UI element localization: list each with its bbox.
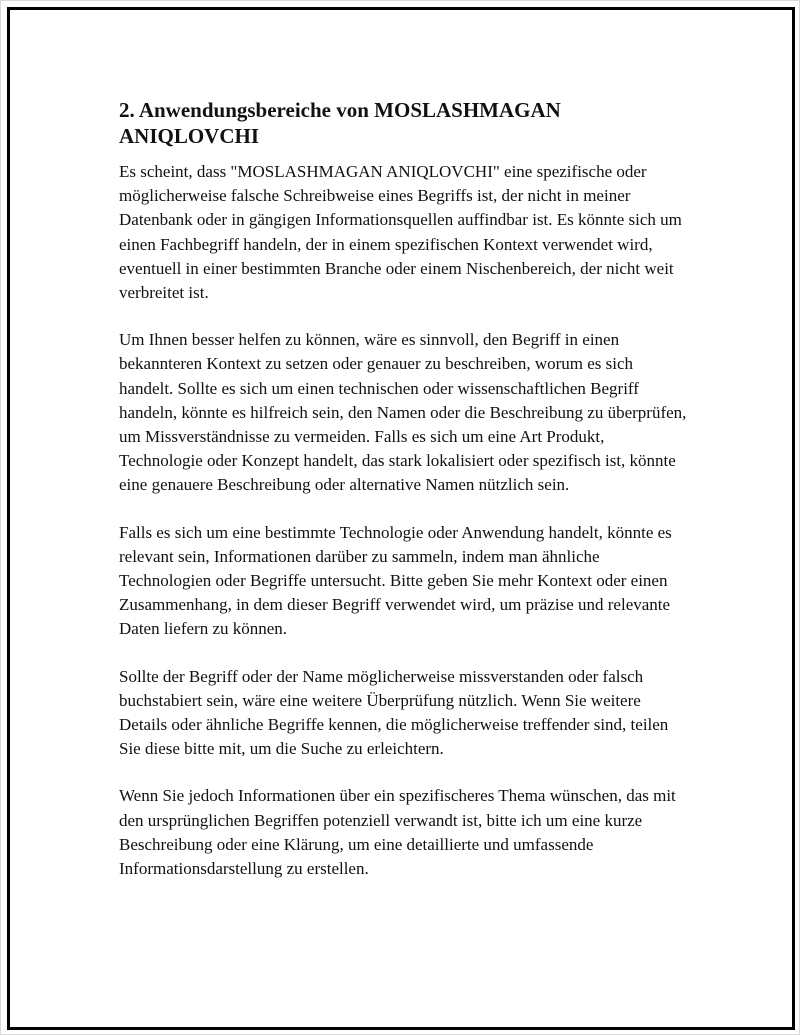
document-content bbox=[119, 97, 689, 881]
paragraph-1: Es scheint, dass "MOSLASHMAGAN ANIQLOVCHI" eine spezifische oder möglicherweise falsche Schreibweise eines Begriffs ist, der nicht in meiner Datenbank oder in gängigen Informationsquellen auffindbar ist. Es könnte sich um einen Fachbegriff handeln, der in einem spezifischen Kontext verwendet wird, eventuell in einer bestimmten Branche oder einem Nischenbereich, der nicht weit verbreitet ist. bbox=[119, 162, 682, 303]
paragraph-2: Um Ihnen besser helfen zu können, wäre es sinnvoll, den Begriff in einen bekannteren Kontext zu setzen oder genauer zu beschreiben, worum es sich handelt. Sollte es sich um einen technischen oder wissenschaftlichen Begriff handeln, könnte es hilfreich sein, den Namen oder die Beschreibung zu überprüfen, um Missverständnisse zu vermeiden. Falls es sich um eine Art Produkt, Technologie oder Konzept handelt, das stark lokalisiert oder spezifisch ist, könnte eine genauere Beschreibung oder alternative Namen nützlich sein. bbox=[119, 330, 687, 495]
paragraph-3: Falls es sich um eine bestimmte Technologie oder Anwendung handelt, könnte es relevant sein, Informationen darüber zu sammeln, indem man ähnliche Technologien oder Begriffe untersucht. Bitte geben Sie mehr Kontext oder einen Zusammenhang, in dem dieser Begriff verwendet wird, um präzise und relevante Daten liefern zu können. bbox=[119, 522, 672, 639]
paragraph-4: Sollte der Begriff oder der Name möglicherweise missverstanden oder falsch buchstabiert sein, wäre eine weitere Überprüfung nützlich. Wenn Sie weitere Details oder ähnliche Begriffe kennen, die möglicherweise treffender sind, teilen Sie diese bitte mit, um die Suche zu erleichtern. bbox=[119, 666, 669, 759]
paragraph-5: Wenn Sie jedoch Informationen über ein spezifischeres Thema wünschen, das mit den ursprünglichen Begriffen potenziell verwandt ist, bitte ich um eine kurze Beschreibung oder eine Klärung, um eine detaillierte und umfassende Informationsdarstellung zu erstellen. bbox=[119, 786, 676, 879]
section-heading: 2. Anwendungsbereiche von MOSLASHMAGAN ANIQLOVCHI bbox=[119, 98, 561, 148]
